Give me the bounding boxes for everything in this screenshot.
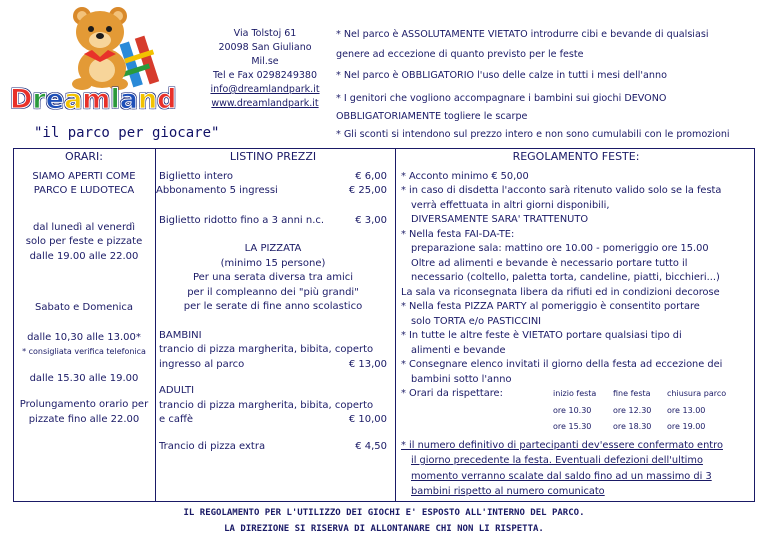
contact-block [205,27,325,111]
wordmark-letter: n [137,84,158,115]
cell: ore 15.30 [553,422,592,431]
orari-line-9: dalle 15.30 alle 19.00 [29,372,139,384]
orari-col-3 [667,387,737,435]
reg-line-4: DIVERSAMENTE SARA' TRATTENUTO [411,214,589,225]
column-divider-1 [155,148,156,502]
price-value: € 3,00 [355,214,387,226]
footer-line-2: LA DIREZIONE SI RISERVA DI ALLONTANARE CHI NON LI RISPETTA. [224,524,544,534]
cell: ore 18.30 [613,422,652,431]
address: Via Tolstoj 61 [233,28,297,39]
orari-line-10: Prolungamento orario per [19,399,149,410]
regolamento-header: REGOLAMENTO FESTE: [512,150,640,163]
orari-line-1: SIAMO APERTI COME [32,170,136,182]
col-header: inizio festa [553,389,597,398]
pizzata-line-2: (minimo 15 persone) [220,257,326,269]
orari-line-5: dalle 19.00 alle 22.00 [29,250,139,262]
orari-line-2: PARCO E LUDOTECA [33,185,135,196]
cell: ore 10.30 [553,405,592,415]
reg-underlined-1: * il numero definitivo di partecipanti dev'essere confermato entro [401,439,723,451]
wordmark-letter: a [119,84,138,115]
price-row-adulti [159,413,387,428]
reg-line-7: Oltre ad alimenti e bevande è necessario portare tutto il [411,257,688,269]
price-row-bambini [159,358,387,373]
orari-line-11: pizzate fino alle 22.00 [28,413,140,425]
reg-underlined-2: il giorno precedente la festa. Eventuali defezioni dell'ultimo [411,455,703,466]
reg-line-13: alimenti e bevande [411,344,506,356]
price-value: € 25,00 [348,185,387,196]
orari-header: ORARI: [65,150,103,163]
regolamento-column [401,150,751,500]
reg-line-2: * in caso di disdetta l'acconto sarà ritenuto valido solo se la festa [401,185,722,196]
reg-underlined-4: bambini rispetto al numero comunicato [411,486,605,497]
wordmark-letter: D [10,84,33,115]
orari-line-6: Sabato e Domenica [35,302,133,313]
note-1a: * Nel parco è ASSOLUTAMENTE VIETATO introdurre cibi e bevande di qualsiasi [336,29,709,40]
reg-line-3: verrà effettuata in altri giorni disponibili, [411,199,610,211]
price-row-trancio [159,440,387,455]
footer-notice [0,505,768,537]
reg-line-15: bambini sotto l'anno [411,373,512,385]
price-label: e caffè [159,414,193,425]
note-2: * Nel parco è OBBLIGATORIO l'uso delle calze in tutti i mesi dell'anno [336,70,667,81]
orari-col-1 [553,387,613,435]
reg-line-1: * Acconto minimo € 50,00 [401,170,529,182]
column-divider-2 [395,148,396,502]
cell: ore 12.30 [613,405,652,415]
wordmark-letter: d [157,84,177,115]
price-row-ridotto [159,214,387,229]
price-label: Biglietto ridotto fino a 3 anni n.c. [159,214,325,226]
price-value: € 13,00 [348,358,387,370]
note-3b: OBBLIGATORIAMENTE togliere le scarpe [336,111,528,122]
reg-line-14: * Consegnare elenco invitati il giorno della festa ad eccezione dei [401,359,723,370]
orari-line-3: dal lunedì al venerdì [32,221,136,233]
slogan: "il parco per giocare" [34,125,220,141]
reg-line-11: solo TORTA e/o PASTICCINI [411,315,542,327]
note-1b: genere ad eccezione di quanto previsto per le feste [336,49,584,60]
note-4: * Gli sconti si intendono sul prezzo intero e non sono cumulabili con le promozioni [336,129,730,140]
reg-line-9: La sala va riconsegnata libera da rifiuti ed in condizioni decorose [401,286,720,298]
reg-line-6: preparazione sala: mattino ore 10.00 - pomeriggio ore 15.00 [411,243,709,254]
reg-line-16: * Orari da rispettare: [401,388,503,399]
price-label: Trancio di pizza extra [159,440,266,452]
price-label: Abbonamento 5 ingressi [156,185,278,196]
listino-header: LISTINO PREZZI [229,150,317,163]
adulti-title: ADULTI [159,385,195,396]
orari-column [14,150,154,427]
pizzata-title: LA PIZZATA [244,243,302,254]
col-header: fine festa [613,389,651,398]
wordmark-letter: a [64,84,83,115]
col-header: chiusura parco [667,389,727,398]
price-label: ingresso al parco [159,358,245,370]
wordmark-letter: e [45,84,65,115]
listino-column [156,150,387,454]
reg-line-8: necessario (coltello, paletta torta, candeline, piatti, bicchieri...) [411,272,720,283]
note-3a: * I genitori che vogliono accompagnare i bambini sui giochi DEVONO [336,93,667,104]
orari-line-8: * consigliata verifica telefonica [22,347,146,356]
city: 20098 San Giuliano Mil.se [218,42,312,67]
footer-line-1: IL REGOLAMENTO PER L'UTILIZZO DEI GIOCHI E' ESPOSTO ALL'INTERNO DEL PARCO. [183,508,585,518]
pizzata-line-4: per il compleanno dei "più grandi" [187,286,359,298]
price-value: € 10,00 [348,414,387,425]
price-value: € 6,00 [355,170,387,182]
email-link[interactable]: info@dreamlandpark.it [210,84,320,95]
price-row-abbonamento [156,184,387,199]
dreamland-wordmark [10,86,190,114]
reg-line-5: * Nella festa FAI-DA-TE: [401,228,515,240]
bear-logo-illustration [60,2,170,92]
reg-line-12: * In tutte le altre feste è VIETATO portare qualsiasi tipo di [401,330,682,341]
wordmark-letter: r [32,84,46,115]
cell: ore 13.00 [667,405,706,415]
website-link[interactable]: www.dreamlandpark.it [211,98,319,109]
wordmark-letter: m [82,84,111,115]
bambini-desc: trancio di pizza margherita, bibita, coperto [159,344,374,355]
phone: Tel e Fax 0298249380 [212,70,318,81]
wordmark-letter: l [110,84,120,115]
pizzata-line-3: Per una serata diversa tra amici [192,272,353,283]
reg-underlined-3: momento verranno scalate dal saldo fino ad un massimo di 3 [411,470,712,482]
adulti-desc: trancio di pizza margherita, bibita, coperto [159,399,374,411]
price-value: € 4,50 [355,440,387,452]
orari-line-4: solo per feste e pizzate [25,236,143,247]
pizzata-line-5: per le serate di fine anno scolastico [183,301,363,312]
price-label: Biglietto intero [159,170,234,182]
reg-line-10: * Nella festa PIZZA PARTY al pomeriggio è consentito portare [401,301,700,312]
orari-table [401,387,751,435]
price-row-intero [159,170,387,185]
cell: ore 19.00 [667,422,706,431]
orari-line-7: dalle 10,30 alle 13.00* [27,331,141,343]
orari-col-2 [613,387,667,435]
bambini-title: BAMBINI [159,329,202,341]
